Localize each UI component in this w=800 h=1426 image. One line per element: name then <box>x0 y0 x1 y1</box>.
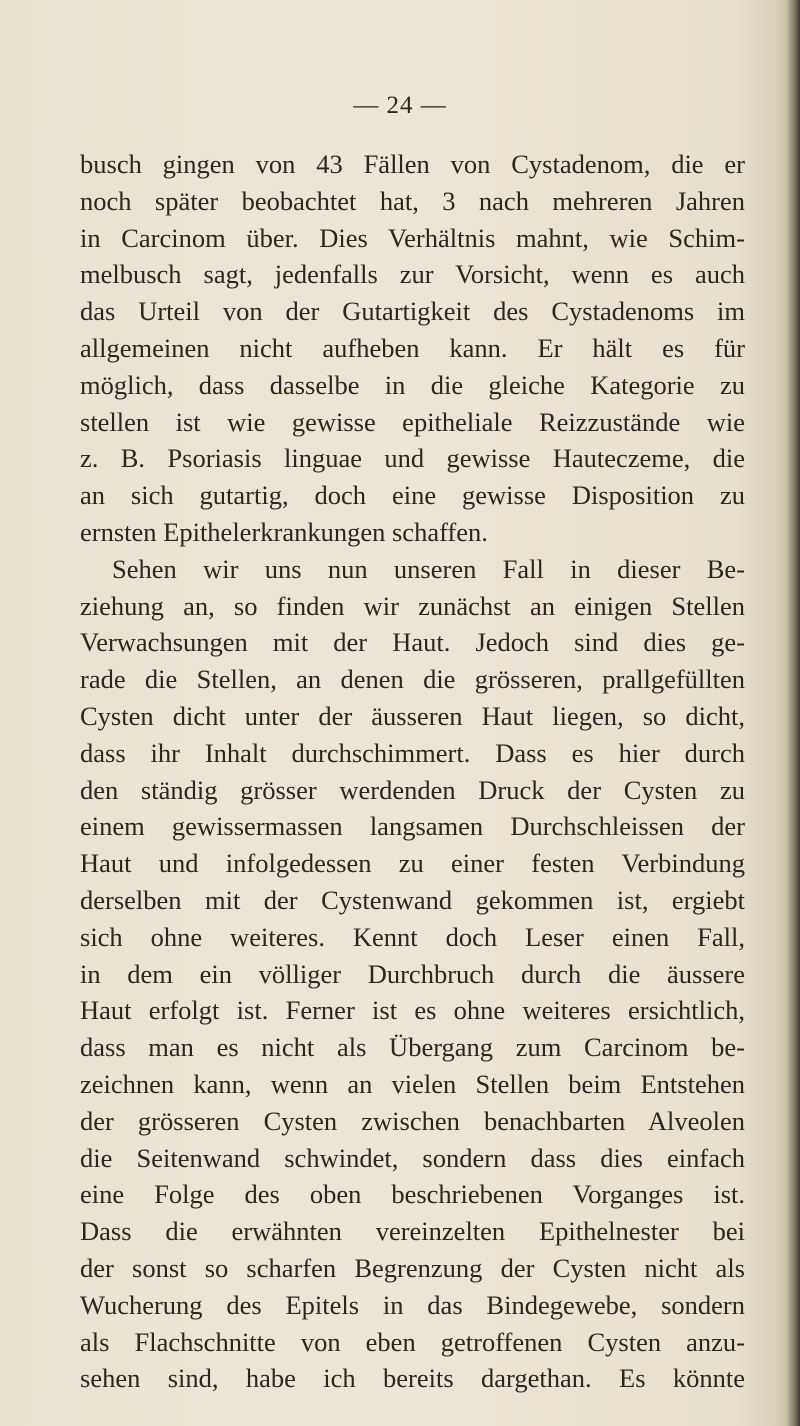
text-line: als Flachschnitte von eben getroffenen Cysten anzu- <box>80 1326 745 1357</box>
page-number: — 24 — <box>353 92 447 119</box>
body-text <box>80 146 745 1397</box>
text-line: zeichnen kann, wenn an vielen Stellen beim Entstehen <box>80 1068 745 1099</box>
text-line: Haut erfolgt ist. Ferner ist es ohne weiteres ersichtlich, <box>80 995 745 1026</box>
text-line: z. B. Psoriasis linguae und gewisse Hauteczeme, die <box>80 443 745 474</box>
text-line: Wucherung des Epitels in das Bindegewebe, sondern <box>80 1289 745 1320</box>
text-line: dass man es nicht als Übergang zum Carcinom be- <box>80 1032 745 1063</box>
text-line: in dem ein völliger Durchbruch durch die äussere <box>80 958 745 989</box>
text-line: Sehen wir uns nun unseren Fall in dieser Be- <box>112 553 745 584</box>
page-edge-shadow <box>786 0 800 1426</box>
text-line: dass ihr Inhalt durchschimmert. Dass es hier durch <box>80 737 745 768</box>
text-line: den ständig grösser werdenden Druck der Cysten zu <box>80 774 745 805</box>
text-line: der sonst so scharfen Begrenzung der Cysten nicht als <box>80 1252 745 1283</box>
text-line: Cysten dicht unter der äusseren Haut liegen, so dicht, <box>80 700 745 731</box>
text-line: stellen ist wie gewisse epitheliale Reizzustände wie <box>80 406 745 437</box>
text-line: einem gewissermassen langsamen Durchschleissen der <box>80 811 745 842</box>
text-line: sehen sind, habe ich bereits dargethan. Es könnte <box>80 1363 745 1394</box>
text-line: das Urteil von der Gutartigkeit des Cystadenoms im <box>80 296 745 327</box>
text-line: ernsten Epithelerkrankungen schaffen. <box>80 516 488 547</box>
text-line: derselben mit der Cystenwand gekommen ist, ergiebt <box>80 884 745 915</box>
text-line: sich ohne weiteres. Kennt doch Leser einen Fall, <box>80 921 745 952</box>
text-line: Verwachsungen mit der Haut. Jedoch sind dies ge- <box>80 627 745 658</box>
text-line: noch später beobachtet hat, 3 nach mehreren Jahren <box>80 185 745 216</box>
text-line: die Seitenwand schwindet, sondern dass dies einfach <box>80 1142 745 1173</box>
text-line: ziehung an, so finden wir zunächst an einigen Stellen <box>80 590 745 621</box>
text-line: Haut und infolgedessen zu einer festen Verbindung <box>80 848 745 879</box>
text-line: der grösseren Cysten zwischen benachbarten Alveolen <box>80 1105 745 1136</box>
text-line: Dass die erwähnten vereinzelten Epithelnester bei <box>80 1216 745 1247</box>
text-line: an sich gutartig, doch eine gewisse Disposition zu <box>80 480 745 511</box>
text-line: melbusch sagt, jedenfalls zur Vorsicht, wenn es auch <box>80 259 745 290</box>
text-line: in Carcinom über. Dies Verhältnis mahnt, wie Schim- <box>80 222 745 253</box>
text-line: rade die Stellen, an denen die grösseren, prallgefüllten <box>80 664 745 695</box>
text-line: allgemeinen nicht aufheben kann. Er hält es für <box>80 332 745 363</box>
text-line: eine Folge des oben beschriebenen Vorganges ist. <box>80 1179 745 1210</box>
text-line: busch gingen von 43 Fällen von Cystadenom, die er <box>80 149 745 179</box>
text-line: möglich, dass dasselbe in die gleiche Kategorie zu <box>80 369 745 400</box>
